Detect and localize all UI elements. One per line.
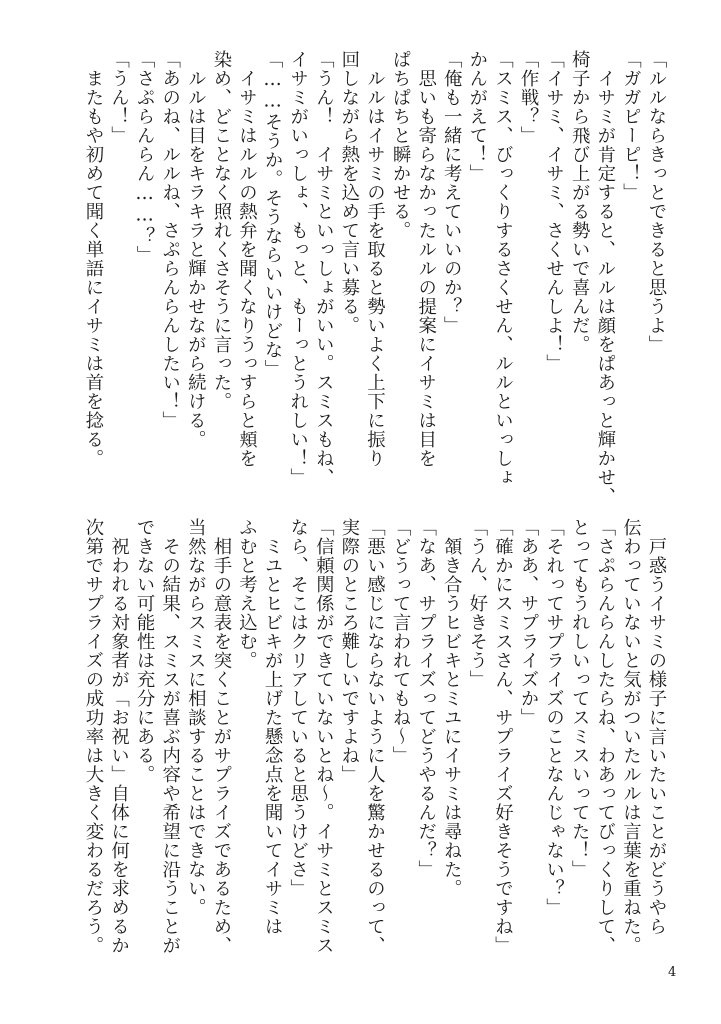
text-line: ルルは目をキラキラと輝かせながら続ける。: [185, 50, 207, 449]
text-line: 「うん！」: [108, 50, 130, 145]
text-line: イサミはルルの熱弁を聞くなりうっすらと頬を: [236, 50, 258, 468]
text-line: できない可能性は充分にある。: [134, 518, 156, 784]
text-line: 「ルルならきっとできると思うよ」: [646, 50, 667, 354]
text-line: 「作戦？」: [518, 50, 540, 145]
text-line: 「……そうか。そうならいいけどな」: [262, 50, 284, 379]
text-line: 「確かにスミスさん、サプライズ好きそうですね」: [492, 518, 514, 955]
text-line: 回しながら熱を込めて言い募る。: [338, 50, 360, 335]
text-line: かんがえて！」: [466, 50, 488, 183]
text-line: 「うん、好きそう」: [466, 518, 488, 689]
text-line: なら、そこはクリアしていると思うけどさ」: [287, 518, 309, 898]
text-line: 「信頼関係ができていないとね～。イサミとスミス: [313, 518, 335, 955]
text-line: イサミが肯定すると、ルルは顔をぱあっと輝かせ、: [594, 50, 616, 506]
text-line: 伝わっていないと気がついたルルは言葉を重ねた。: [620, 518, 642, 955]
text-line: 「なあ、サプライズってどうやるんだ？」: [415, 518, 437, 879]
text-line: 椅子から飛び上がる勢いで喜んだ。: [569, 50, 591, 354]
text-line: ぱちぱちと瞬かせる。: [390, 50, 412, 240]
text-line: 「悪い感じにならないように人を驚かせるのって、: [364, 518, 386, 955]
text-line: 染め、どことなく照れくさそうに言った。: [210, 50, 232, 411]
text-line: 「俺も一緒に考えていいのか？」: [441, 50, 463, 335]
text-line: 当然ながらスミスに相談することはできない。: [185, 518, 207, 917]
text-line: 祝われる対象者が「お祝い」自体に何を求めるか: [108, 518, 130, 955]
text-line: ふむと考え込む。: [236, 518, 258, 670]
text-line: 「あのね、ルルね、さぷらんらんしたい！」: [159, 50, 181, 430]
text-line: 実際のところ難しいですよね」: [338, 518, 360, 784]
text-line: 相手の意表を突くことがサプライズであるため、: [210, 518, 232, 955]
text-line: とってもうれしいってスミスいってた！」: [569, 518, 591, 879]
text-line: またもや初めて聞く単語にイサミは首を捻る。: [82, 50, 104, 468]
text-line: 「ガガピーピ！」: [620, 50, 642, 202]
text-line: 「さぷらんらん……？」: [134, 50, 156, 265]
page-number: 4: [668, 965, 677, 980]
text-line: ミユとヒビキが上げた懸念点を聞いてイサミは: [262, 518, 284, 936]
text-line: 「イサミ、イサミ、さくせんしよ！」: [543, 50, 565, 373]
text-line: 戸惑うイサミの様子に言いたいことがどうやら: [646, 518, 667, 936]
text-line: 次第でサプライズの成功率は大きく変わるだろう。: [82, 518, 104, 955]
text-line: ルルはイサミの手を取ると勢いよく上下に振り: [364, 50, 386, 468]
text-line: 「どうって言われてもね～」: [390, 518, 412, 765]
text-line: 「うん！ イサミといっしょがいい。スミスもね、: [313, 50, 335, 487]
text-line: 「ああ、サプライズか」: [518, 518, 540, 727]
text-line: その結果、スミスが喜ぶ内容や希望に沿うことが: [159, 518, 181, 955]
text-line: 「スミス、びっくりするさくせん、ルルといっしょ: [492, 50, 514, 487]
text-line: 思いも寄らなかったルルの提案にイサミは目を: [415, 50, 437, 468]
text-line: 「それってサプライズのことなんじゃない？」: [543, 518, 565, 917]
text-block-lower: [82, 518, 669, 955]
text-block-upper: [82, 50, 669, 506]
text-line: イサミがいっしょ、もっと、もーっとうれしい！」: [287, 50, 309, 487]
text-line: 「さぷらんらんしたらね、わあってびっくりして、: [594, 518, 616, 955]
text-line: 頷き合うヒビキとミユにイサミは尋ねた。: [441, 518, 463, 898]
